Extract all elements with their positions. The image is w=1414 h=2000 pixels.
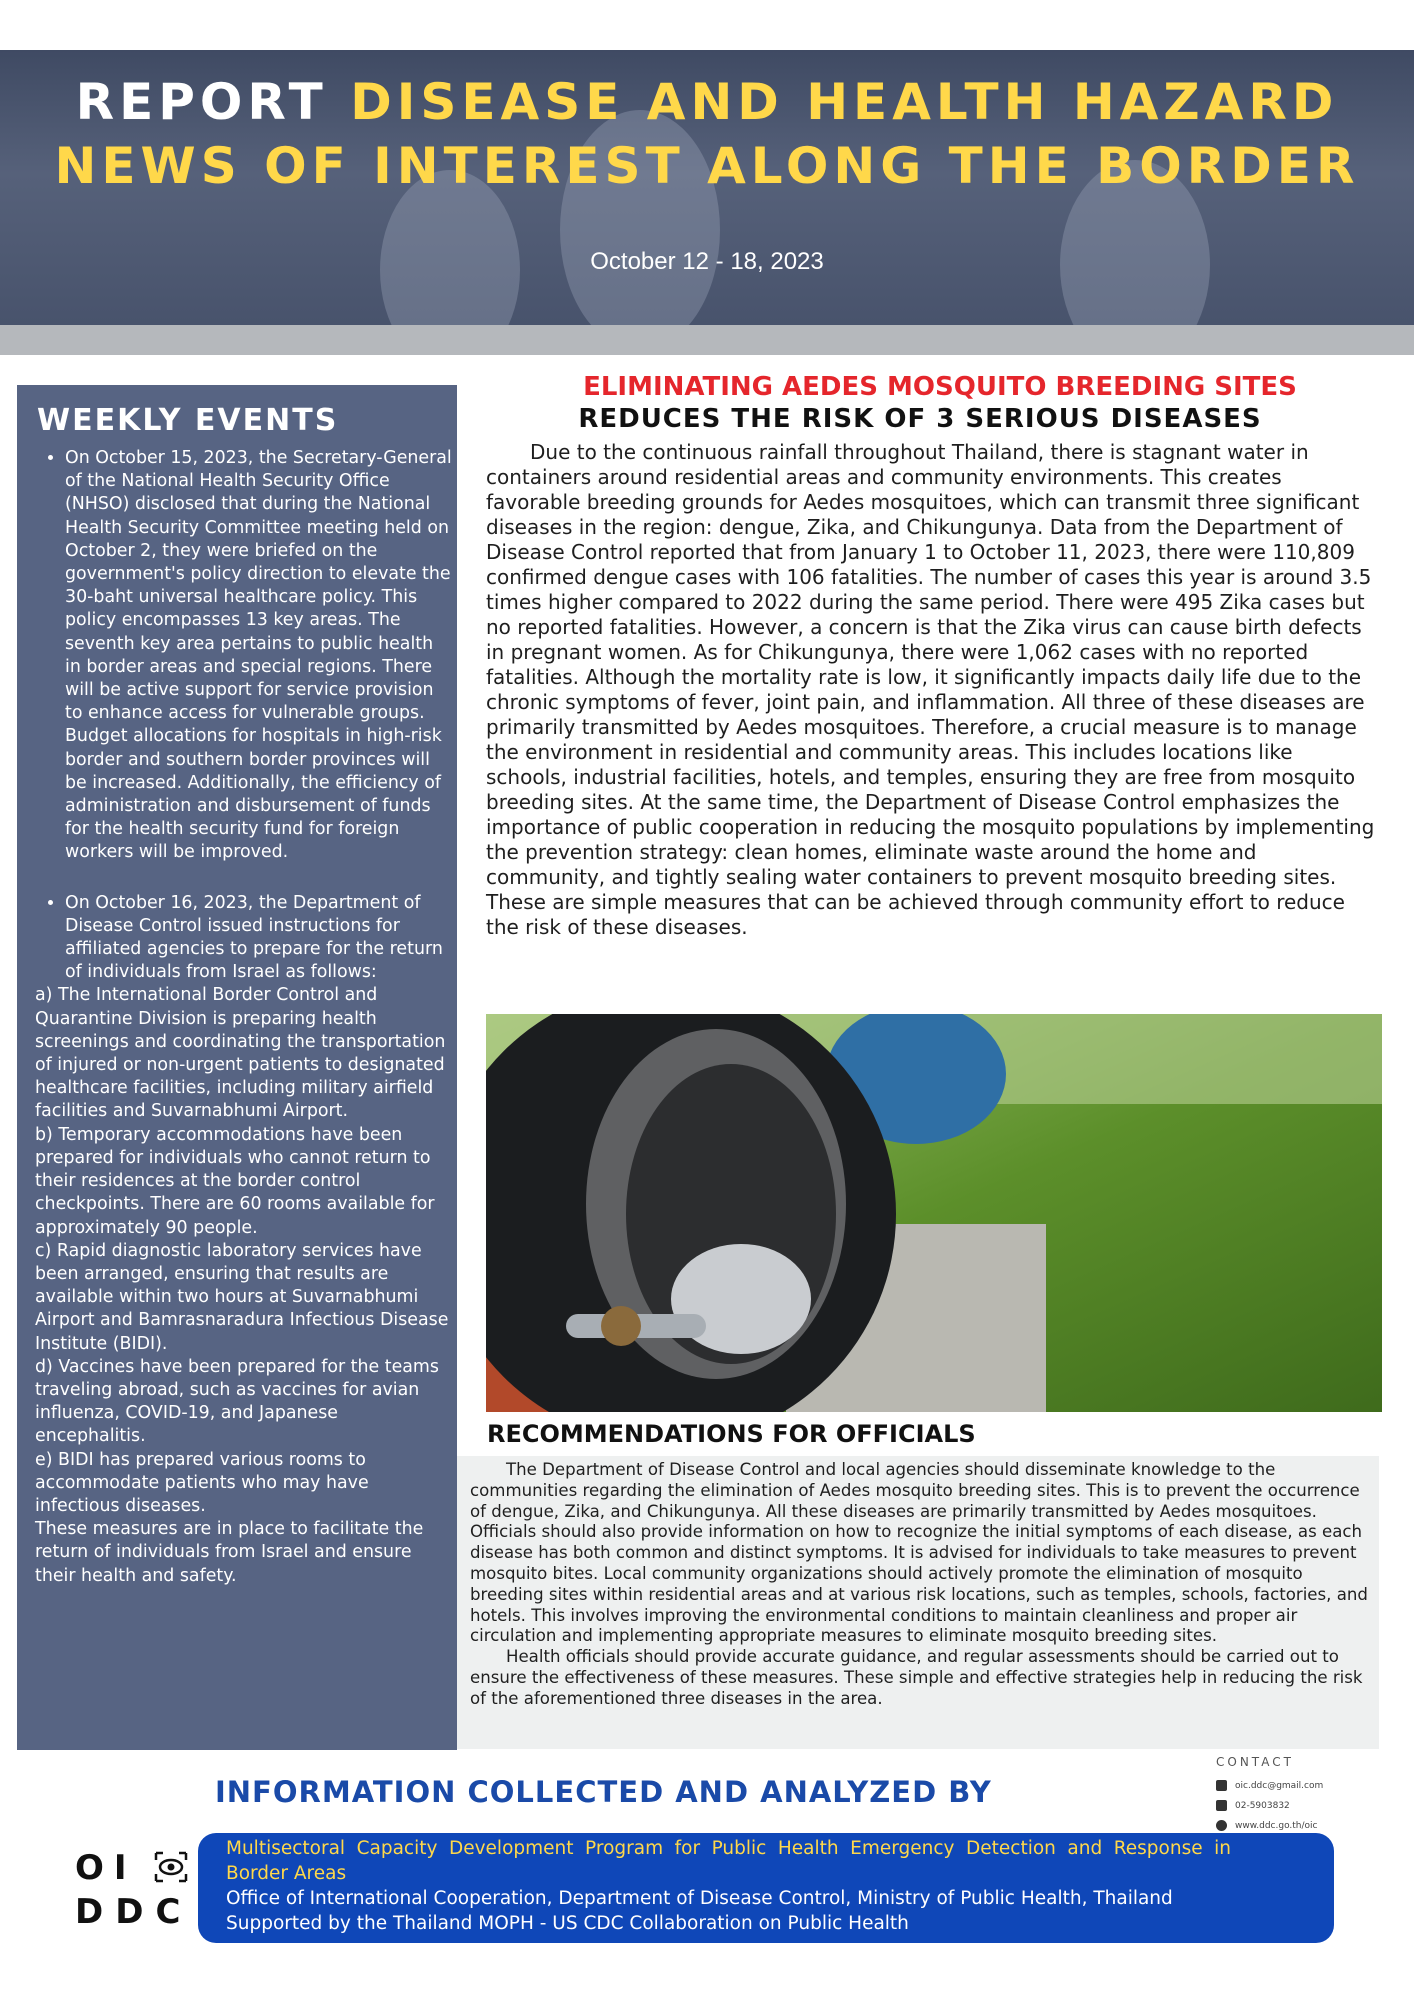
article-subheadline: REDUCES THE RISK OF 3 SERIOUS DISEASES (578, 404, 1262, 434)
weekly-events-list (35, 447, 453, 1588)
footer-heading: INFORMATION COLLECTED AND ANALYZED BY (215, 1775, 992, 1809)
weekly-event-item: • On October 16, 2023, the Department of Disease Control issued instructions for affiliated agencies to prepare for the return of individuals from Israel as follows: (65, 892, 453, 985)
contact-phone[interactable] (1216, 1800, 1290, 1811)
mail-icon (1216, 1780, 1227, 1791)
article-paragraph: Due to the continuous rainfall throughout Thailand, there is stagnant water in containers around residential areas and community environments. This creates favorable breeding grounds for Aedes mosquitoes, which can transmit three significant diseases in the region: dengue, Zika, and Chikungunya. Data from the Department of Disease Control reported that from January 1 to October 11, 2023, there were 110,809 confirmed dengue cases with 106 fatalities. The number of cases this year is around 3.5 times higher compared to 2022 during the same period. There were 495 Zika cases but no reported fatalities. However, a concern is that the Zika virus can cause birth defects in pregnant women. As for Chikungunya, there were 1,062 cases with no reported fatalities. Although the mortality rate is low, it significantly impacts daily life due to the chronic symptoms of fever, joint pain, and inflammation. All three of these diseases are primarily transmitted by Aedes mosquitoes. Therefore, a crucial measure is to manage the environment in residential and community areas. This includes locations like schools, industrial facilities, hotels, and temples, ensuring they are free from mosquito breeding sites. At the same time, the Department of Disease Control emphasizes the importance of public cooperation in reducing the mosquito populations by implementing the prevention strategy: clean homes, eliminate waste around the home and community, and tightly sealing water containers to prevent mosquito breeding sites. These are simple measures that can be achieved through community effort to reduce the risk of these diseases. (486, 440, 1375, 939)
recommendations-paragraph: Health officials should provide accurate guidance, and regular assessments should be carried out to ensure the effectiveness of these measures. These simple and effective strategies help in reducing the risk of the aforementioned three diseases in the area. (470, 1647, 1363, 1708)
title-main: DISEASE AND HEALTH HAZARD (350, 73, 1339, 131)
weekly-event-closing: These measures are in place to facilitate the return of individuals from Israel and ensure their health and safety. (35, 1519, 424, 1586)
program-text (226, 1836, 1231, 1936)
globe-icon (1216, 1820, 1227, 1831)
tire-illustration (486, 1014, 1382, 1412)
ddc-logo: DDC (75, 1892, 193, 1932)
support-line: Supported by the Thailand MOPH - US CDC Collaboration on Public Health (226, 1913, 909, 1934)
report-title-line2: NEWS OF INTEREST ALONG THE BORDER (54, 137, 1360, 195)
weekly-event-subitem: c) Rapid diagnostic laboratory services have been arranged, ensuring that results are available within two hours at Suvarnabhumi Airport and Bamrasnaradura Infectious Disease Institute (BIDI). (35, 1240, 449, 1354)
contact-heading: CONTACT (1216, 1755, 1294, 1769)
program-name-cont: Border Areas (226, 1863, 347, 1884)
recommendations-paragraph: The Department of Disease Control and local agencies should disseminate knowledge to the communities regarding the elimination of Aedes mosquito breeding sites. This is to prevent the occurrence of dengue, Zika, and Chikungunya. All these diseases are primarily transmitted by Aedes mosquitoes. Officials should also provide information on how to recognize the initial symptoms of each disease, as each disease has both common and distinct symptoms. It is advised for individuals to take measures to prevent mosquito bites. Local community organizations should actively promote the elimination of mosquito breeding sites within residential areas and at various risk locations, such as temples, schools, factories, and hotels. This involves improving the environmental conditions to maintain cleanliness and proper air circulation and implementing appropriate measures to eliminate mosquito breeding sites. (470, 1460, 1368, 1646)
contact-email-text: oic.ddc@gmail.com (1235, 1780, 1324, 1791)
title-word-report: REPORT (75, 73, 328, 131)
phone-icon (1216, 1800, 1227, 1811)
recommendations-body (470, 1460, 1370, 1710)
eye-icon (154, 1851, 188, 1883)
weekly-event-subitem: a) The International Border Control and Quarantine Division is preparing health screenings and coordinating the transportation of injured or non-urgent patients to designated healthcare facilities, including military airfield facilities and Suvarnabhumi Airport. (35, 985, 446, 1122)
header-divider (0, 325, 1414, 355)
weekly-events-heading: WEEKLY EVENTS (37, 403, 339, 438)
contact-web[interactable] (1216, 1820, 1318, 1831)
contact-web-text: www.ddc.go.th/oic (1235, 1820, 1318, 1831)
program-name: Multisectoral Capacity Development Program for Public Health Emergency Detection and Response in (226, 1838, 1231, 1859)
oic-logo (75, 1848, 188, 1888)
article-headline: ELIMINATING AEDES MOSQUITO BREEDING SITES (583, 372, 1297, 402)
report-title (0, 70, 1414, 134)
report-date: October 12 - 18, 2023 (590, 248, 824, 275)
office-name: Office of International Cooperation, Department of Disease Control, Ministry of Public Health, Thailand (226, 1888, 1173, 1909)
article-body (486, 440, 1376, 940)
weekly-event-item: • On October 15, 2023, the Secretary-General of the National Health Security Office (NHSO) disclosed that during the National Health Security Committee meeting held on October 2, they were briefed on the government's policy direction to elevate the 30-baht universal healthcare policy. This policy encompasses 13 key areas. The seventh key area pertains to public health in border areas and special regions. There will be active support for service provision to enhance access for vulnerable groups. Budget allocations for hospitals in high-risk border and southern border provinces will be increased. Additionally, the efficiency of administration and disbursement of funds for the health security fund for foreign workers will be improved. (65, 447, 453, 865)
tire-photo (486, 1014, 1382, 1412)
header-banner (0, 50, 1414, 325)
weekly-event-subitem: b) Temporary accommodations have been prepared for individuals who cannot return to their residences at the border control checkpoints. There are 60 rooms available for approximately 90 people. (35, 1124, 435, 1238)
contact-phone-text: 02-5903832 (1235, 1800, 1290, 1811)
weekly-event-subitem: e) BIDI has prepared various rooms to accommodate patients who may have infectious diseases. (35, 1449, 369, 1516)
logo-text-oi: OI (75, 1848, 137, 1888)
recommendations-heading: RECOMMENDATIONS FOR OFFICIALS (487, 1420, 976, 1448)
weekly-event-subitem: d) Vaccines have been prepared for the teams traveling abroad, such as vaccines for avian influenza, COVID-19, and Japanese encephalitis. (35, 1356, 439, 1447)
weekly-events-panel (17, 385, 457, 1750)
contact-email[interactable] (1216, 1780, 1323, 1791)
